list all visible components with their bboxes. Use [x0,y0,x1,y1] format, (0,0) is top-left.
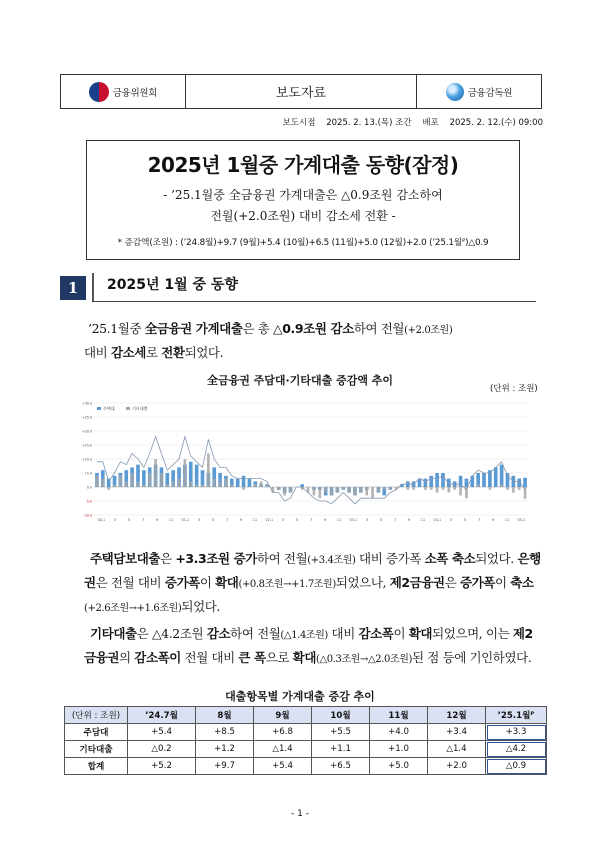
other-loan-bar [477,484,480,487]
text: 되었으며, 이는 [432,626,513,641]
y-tick-label: +5.0 [84,471,92,476]
legend-swatch [126,407,130,410]
table-row [65,758,547,775]
text: 은행권 [84,551,541,590]
other-loan-bar [389,487,392,490]
text: 감소폭이 [134,650,181,665]
text: 제2금융권 [389,575,445,590]
other-loan-bar [453,487,456,490]
table-header-cell: 9월 [254,707,312,724]
text: 은 전월 대비 [95,575,165,590]
text: 하여 전월 [256,551,308,566]
other-loan-bar [489,487,492,490]
mortgage-bar [494,467,498,487]
x-tick-label: '20.1 [96,518,106,522]
x-tick-label: 5 [295,518,299,522]
x-tick-label: 11 [420,518,426,522]
y-tick-label: -10.0 [83,513,92,518]
mortgage-bar [470,476,474,487]
text: 대비 [84,345,111,360]
mortgage-bar [195,465,199,487]
other-loan-bar [266,484,269,487]
x-tick-label: 9 [491,518,495,522]
press-release-label: 보도자료 [186,75,417,108]
table-cell: +2.0 [428,758,486,775]
mortgage-bar [248,479,252,487]
x-tick-label: 11 [252,518,258,522]
text: +3.3조원 증가 [175,551,257,566]
other-loan-bar [131,473,134,487]
text: 로 [145,345,162,360]
mortgage-bar [424,479,428,487]
text: 이 [494,575,511,590]
other-loan-bar [154,459,157,487]
subtitle-line-2: 전월(+2.0조원) 대비 감소세 전환 - [210,209,396,223]
other-loan-bar [160,473,163,487]
table-header-cell: 8월 [196,707,254,724]
y-tick-label: +30.0 [82,401,92,406]
section-divider [92,273,94,301]
table-cell: +5.0 [370,758,428,775]
other-loan-bar [412,487,415,490]
table-cell: +1.2 [196,741,254,758]
other-loan-bar [277,487,280,490]
table-cell: △1.4 [254,741,312,758]
other-loan-bar [119,476,122,487]
other-loan-bar [342,487,345,490]
mortgage-bar [523,478,527,487]
change-note: * 증감액(조원) : (’24.8월)+9.7 (9월)+5.4 (10월)+6.5 (11월)+5.0 (12월)+2.0 (’25.1월ᴾ)△0.9 [117,238,489,248]
other-loan-bar [242,487,245,490]
text: (+2.0조원) [404,325,453,336]
other-loan-bar [313,487,316,495]
other-loan-bar [113,484,116,487]
other-loan-bar [184,459,187,487]
other-loan-bar [283,487,286,495]
other-loan-bar [231,484,234,487]
text: 이 [393,626,409,641]
mortgage-bar [435,473,439,487]
section-number: 1 [60,276,86,300]
table-cell: +1.0 [370,741,428,758]
text: 주택담보대출 [90,551,161,566]
table-header-cell: ’24.7월 [128,707,196,724]
other-loan-bar [324,487,327,493]
table-header-cell: 10월 [312,707,370,724]
other-loan-bar [330,487,333,495]
x-tick-label: 7 [141,518,145,522]
text: 확대 [408,626,433,641]
table-cell: +9.7 [196,758,254,775]
text: 증가폭 [164,575,200,590]
table-header-cell: 12월 [428,707,486,724]
other-loan-bar [518,487,521,490]
paragraph-overview [84,318,544,364]
paragraph-other-loans [84,623,544,671]
other-loan-bar [178,479,181,487]
table-header-cell: 11월 [370,707,428,724]
text: (+3.4조원) [307,555,356,566]
press-header [60,74,542,109]
x-tick-label: 3 [365,518,369,522]
other-loan-bar [96,476,99,487]
table-header-cell: ’25.1월ᴾ [486,707,547,724]
text: 되었다. [475,551,518,566]
table-cell: +6.5 [312,758,370,775]
x-tick-label: 11 [168,518,174,522]
other-loan-bar [424,487,427,490]
header-left-org [61,75,186,108]
x-tick-label: '24.1 [432,518,442,522]
text: 증가폭 [459,575,495,590]
other-loan-bar [137,481,140,487]
paragraph-mortgage [84,548,544,620]
mortgage-bar [242,476,246,487]
section-title: 2025년 1월 중 동향 [107,277,238,293]
other-loan-bar [143,484,146,487]
y-tick-label: +15.0 [82,443,92,448]
x-tick-label: 9 [155,518,159,522]
y-tick-label: +20.0 [82,429,92,434]
fsc-logo-icon [89,82,109,102]
release-dates: 보도시점 2025. 2. 13.(목) 조간 배포 2025. 2. 12.(수) 09:00 [282,118,543,128]
other-loan-bar [207,453,210,487]
other-loan-bar [500,484,503,487]
other-loan-bar [360,487,363,493]
page-number: - 1 - [291,809,309,819]
text: 된 점 등에 기인하였다. [412,650,532,665]
mortgage-bar [429,476,433,487]
text: 감소폭 [358,626,394,641]
table-cell: +4.0 [370,724,428,741]
text: 전환 [161,345,185,360]
table-cell: +8.5 [196,724,254,741]
text: (△1.4조원) [280,630,328,641]
x-tick-label: '21.1 [180,518,190,522]
x-tick-label: 7 [225,518,229,522]
fss-logo-icon [446,83,464,101]
table-cell: +5.4 [254,758,312,775]
x-tick-label: 5 [379,518,383,522]
text: (+0.8조원→+1.7조원) [238,579,336,590]
mortgage-bar [500,465,504,487]
mortgage-bar [236,479,240,487]
x-tick-label: 9 [407,518,411,522]
other-loan-bar [442,487,445,490]
y-tick-label: +10.0 [82,457,92,462]
other-loan-bar [354,487,357,495]
subtitle-line-1: - ’25.1월중 全금융권 가계대출은 △0.9조원 감소하여 [163,188,443,202]
x-tick-label: 5 [463,518,467,522]
text: 감소 [206,626,231,641]
x-tick-label: 11 [336,518,342,522]
left-org-name: 금융위원회 [112,87,158,99]
mortgage-bar [441,473,445,487]
other-loan-bar [254,484,257,487]
text: 은 [160,551,176,566]
text: 기타대출 [90,626,137,641]
table-cell: +5.2 [128,758,196,775]
x-tick-label: 5 [211,518,215,522]
chart-title: 全금융권 주담대·기타대출 증감액 추이 [206,374,394,387]
right-org-name: 금융감독원 [467,87,513,99]
table-header-row [65,707,547,724]
text: 되었으나, [335,575,390,590]
x-tick-label: 9 [239,518,243,522]
other-loan-bar [448,487,451,493]
table-cell: 주담대 [65,724,128,741]
title-box [86,140,520,260]
other-loan-bar [219,481,222,487]
x-tick-label: 7 [393,518,397,522]
table-cell: △1.4 [428,741,486,758]
table-cell: +5.5 [312,724,370,741]
x-tick-label: '22.1 [264,518,274,522]
table-cell: +6.8 [254,724,312,741]
other-loan-bar [289,487,292,493]
other-loan-bar [436,487,439,493]
text: 되었다. [181,599,220,614]
x-tick-label: 3 [113,518,117,522]
text: (△0.3조원→△2.0조원) [316,654,413,665]
x-tick-label: '25.1 [516,518,526,522]
mortgage-bar [482,473,486,487]
document-title: 2025년 1월중 가계대출 동향(잠정) [147,153,459,177]
text: 으로 [265,650,293,665]
other-loan-bar [459,487,462,495]
table-row [65,724,547,741]
other-loan-bar [365,487,368,495]
table-cell: +5.4 [128,724,196,741]
text: 대비 [327,626,359,641]
y-tick-label: +25.0 [82,415,92,420]
other-loan-bar [430,487,433,490]
table-cell: +3.3 [486,724,547,741]
loan-change-table [64,706,547,775]
other-loan-bar [172,481,175,487]
other-loan-bar [166,484,169,487]
other-loan-bar [125,481,128,487]
header-right-org [417,75,541,108]
text: 축소 [510,575,534,590]
other-loan-bar [336,487,339,493]
table-cell: △0.9 [486,758,547,775]
legend-label: 주택대 [103,406,115,411]
text: 이 [199,575,216,590]
y-tick-label: 0.0 [86,485,92,490]
legend-label: 기타대출 [132,406,148,411]
text: 되었다. [184,345,224,360]
text: 큰 폭 [238,650,266,665]
x-tick-label: 3 [449,518,453,522]
loan-change-chart [84,395,534,530]
text: 확대 [292,650,317,665]
other-loan-bar [371,487,374,498]
table-header-cell: (단위 : 조원) [65,707,128,724]
table-cell: 합계 [65,758,128,775]
legend-swatch [97,407,101,410]
y-tick-label: -5.0 [85,499,92,504]
other-loan-bar [506,487,509,490]
mortgage-bar [300,484,304,487]
other-loan-bar [201,484,204,487]
chart-unit: (단위 : 조원) [490,384,538,394]
other-loan-bar [225,479,228,487]
text: 제2금융권 [84,626,533,665]
other-loan-bar [107,487,110,490]
x-tick-label: 7 [309,518,313,522]
other-loan-bar [148,473,151,487]
other-loan-bar [101,479,104,487]
text: 의 [119,650,135,665]
text: 은 총 [242,321,274,336]
text: 全금융권 가계대출 [144,321,243,336]
x-tick-label: 7 [477,518,481,522]
other-loan-bar [377,487,380,493]
x-tick-label: '23.1 [348,518,358,522]
table-cell: +1.1 [312,741,370,758]
text: 은 △4.2조원 [136,626,207,641]
text: ’25.1월중 [88,321,145,336]
other-loan-bar [348,487,351,493]
text: 하여 전월 [230,626,281,641]
section-underline [92,301,536,302]
other-loan-bar [406,487,409,490]
x-tick-label: 3 [281,518,285,522]
text: 감소세 [110,345,146,360]
table-row [65,741,547,758]
other-loan-bar [189,481,192,487]
other-loan-bar [512,487,515,493]
x-tick-label: 5 [127,518,131,522]
x-tick-label: 9 [323,518,327,522]
text: 소폭 축소 [424,551,476,566]
other-loan-bar [318,487,321,498]
text: △0.9조원 감소 [273,321,354,336]
text: 전월 대비 [180,650,239,665]
other-loan-bar [195,484,198,487]
other-loan-bar [213,479,216,487]
other-loan-bar [260,481,263,487]
text: (+2.6조원→+1.6조원) [84,603,182,614]
text: 확대 [215,575,239,590]
text: 대비 증가폭 [355,551,425,566]
text: 은 [444,575,460,590]
text: 하여 전월 [353,321,405,336]
table-cell: 기타대출 [65,741,128,758]
x-tick-label: 3 [197,518,201,522]
table-cell: △4.2 [486,741,547,758]
other-loan-bar [383,487,386,490]
table-cell: △0.2 [128,741,196,758]
x-tick-label: 11 [504,518,510,522]
table-title: 대출항목별 가계대출 증감 추이 [225,690,375,703]
table-cell: +3.4 [428,724,486,741]
